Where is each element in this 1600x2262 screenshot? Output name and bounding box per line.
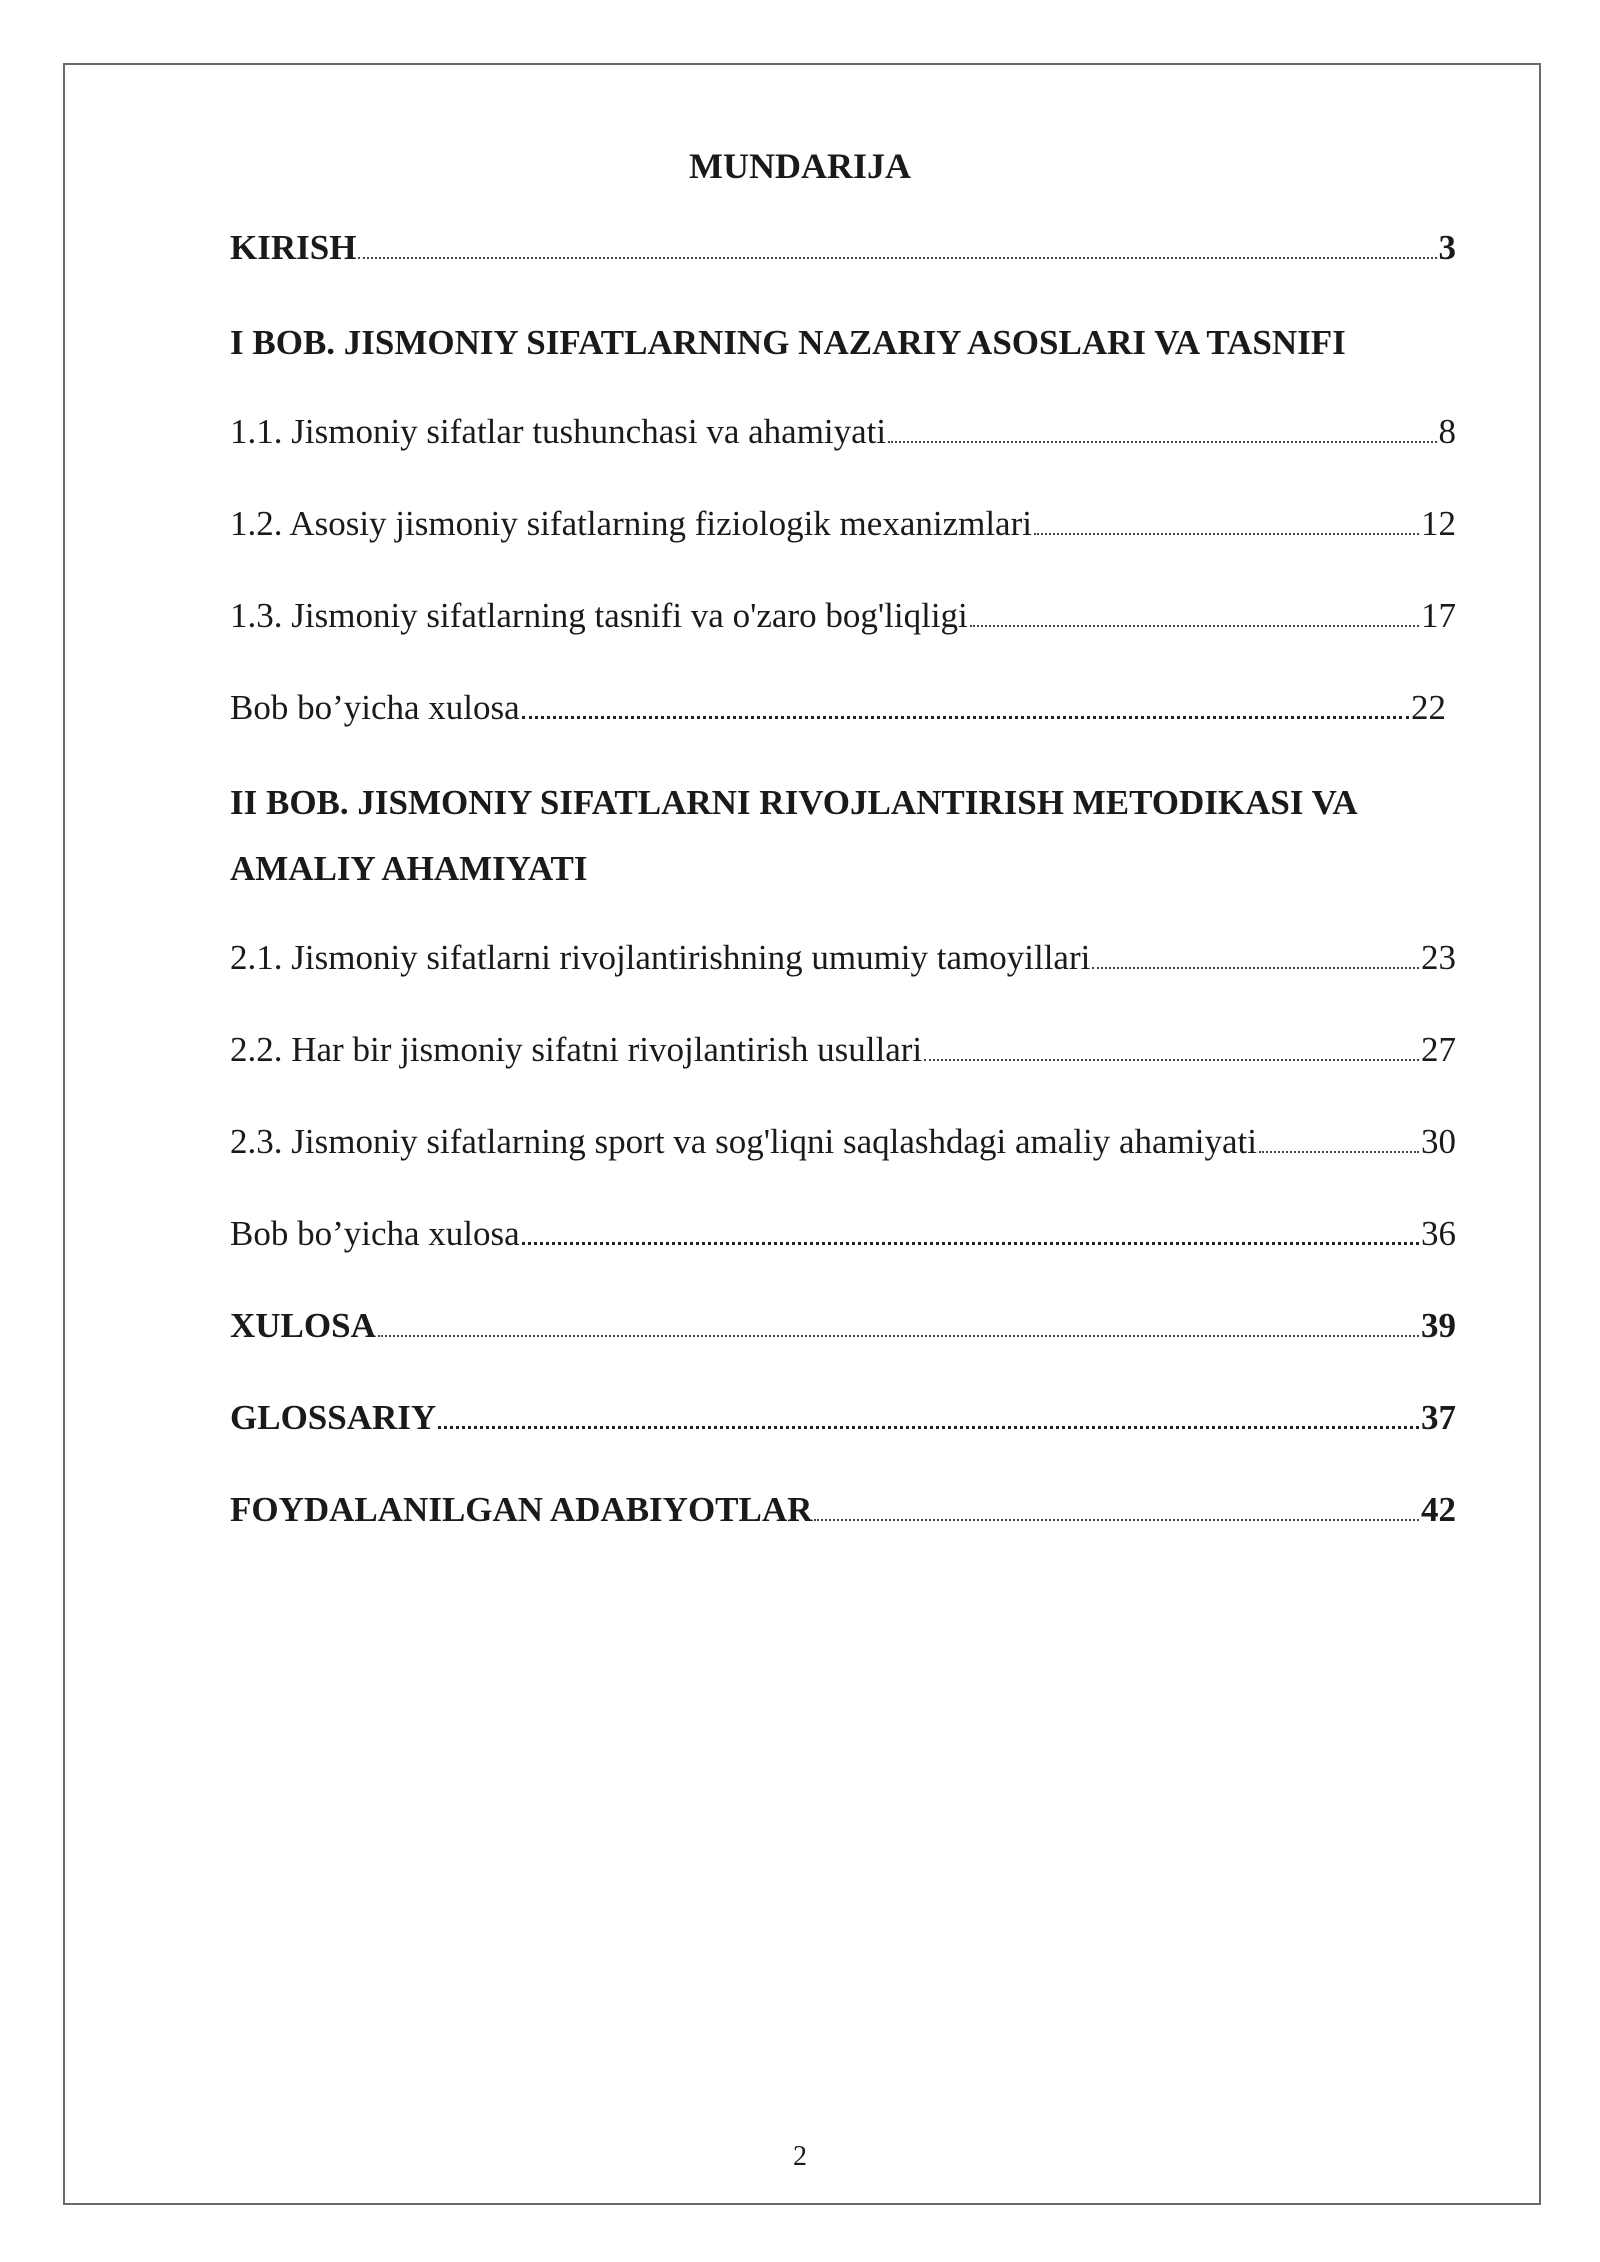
- toc-entry-label: 1.1. Jismoniy sifatlar tushunchasi va ahamiyati: [230, 412, 887, 451]
- toc-entry-adabiyotlar[interactable]: [230, 1490, 1456, 1530]
- toc-entry-1-1[interactable]: [230, 412, 1456, 452]
- toc-entry-label: 1.2. Asosiy jismoniy sifatlarning fiziologik mexanizmlari: [230, 504, 1032, 543]
- toc-entry-page: 36: [1421, 1214, 1456, 1253]
- toc-entry-label: Bob bo’yicha xulosa: [230, 1214, 520, 1253]
- toc-entry-2-3[interactable]: [230, 1122, 1456, 1162]
- chapter-2-heading[interactable]: II BOB. JISMONIY SIFATLARNI RIVOJLANTIRISH METODIKASI VA AMALIY AHAMIYATI: [230, 783, 1356, 888]
- dot-leader: [522, 1242, 1419, 1245]
- toc-entry-2-1[interactable]: [230, 938, 1456, 978]
- toc-entry-label: KIRISH: [230, 228, 357, 267]
- toc-entry-kirish[interactable]: [230, 228, 1456, 268]
- page-number: 2: [793, 2141, 807, 2172]
- toc-entry-page: 8: [1438, 412, 1456, 451]
- dot-leader: [924, 1059, 1419, 1061]
- toc-entry-2-2[interactable]: [230, 1030, 1456, 1070]
- toc-entry-page: 39: [1421, 1306, 1456, 1345]
- toc-entry-chapter-2-conclusion[interactable]: [230, 1214, 1456, 1254]
- toc-entry-page: 12: [1421, 504, 1456, 543]
- toc-entry-page: 23: [1421, 938, 1456, 977]
- toc-entry-1-2[interactable]: [230, 504, 1456, 544]
- dot-leader: [378, 1335, 1419, 1337]
- dot-leader: [970, 625, 1419, 627]
- dot-leader: [1034, 533, 1419, 535]
- toc-entry-page: 37: [1421, 1398, 1456, 1437]
- toc-entry-page: 27: [1421, 1030, 1456, 1069]
- toc-entry-page: 30: [1421, 1122, 1456, 1161]
- toc-entry-glossariy[interactable]: [230, 1398, 1456, 1438]
- dot-leader: [888, 441, 1436, 443]
- dot-leader: [438, 1426, 1419, 1429]
- chapter-1-heading[interactable]: I BOB. JISMONIY SIFATLARNING NAZARIY ASOSLARI VA TASNIFI: [230, 323, 1346, 362]
- dot-leader: [814, 1519, 1419, 1521]
- toc-entry-label: 1.3. Jismoniy sifatlarning tasnifi va o'zaro bog'liqligi: [230, 596, 968, 635]
- dot-leader: [1259, 1151, 1419, 1153]
- toc-entry-xulosa[interactable]: [230, 1306, 1456, 1346]
- toc-entry-chapter-1-conclusion[interactable]: [230, 688, 1446, 728]
- toc-title: MUNDARIJA: [689, 146, 911, 186]
- toc-entry-label: XULOSA: [230, 1306, 376, 1345]
- toc-entry-label: 2.1. Jismoniy sifatlarni rivojlantirishning umumiy tamoyillari: [230, 938, 1091, 977]
- toc-entry-label: FOYDALANILGAN ADABIYOTLAR: [230, 1490, 813, 1529]
- toc-entry-label: GLOSSARIY: [230, 1398, 437, 1437]
- toc-entry-label: 2.3. Jismoniy sifatlarning sport va sog'liqni saqlashdagi amaliy ahamiyati: [230, 1122, 1257, 1161]
- dot-leader: [1092, 967, 1419, 969]
- toc-entry-label: 2.2. Har bir jismoniy sifatni rivojlantirish usullari: [230, 1030, 923, 1069]
- dot-leader: [358, 257, 1436, 259]
- dot-leader: [522, 716, 1409, 719]
- toc-entry-page: 3: [1438, 228, 1456, 267]
- toc-entry-label: Bob bo’yicha xulosa: [230, 688, 520, 727]
- toc-entry-page: 42: [1421, 1490, 1456, 1529]
- toc-entry-page: 22: [1411, 688, 1446, 727]
- toc-entry-page: 17: [1421, 596, 1456, 635]
- toc-entry-1-3[interactable]: [230, 596, 1456, 636]
